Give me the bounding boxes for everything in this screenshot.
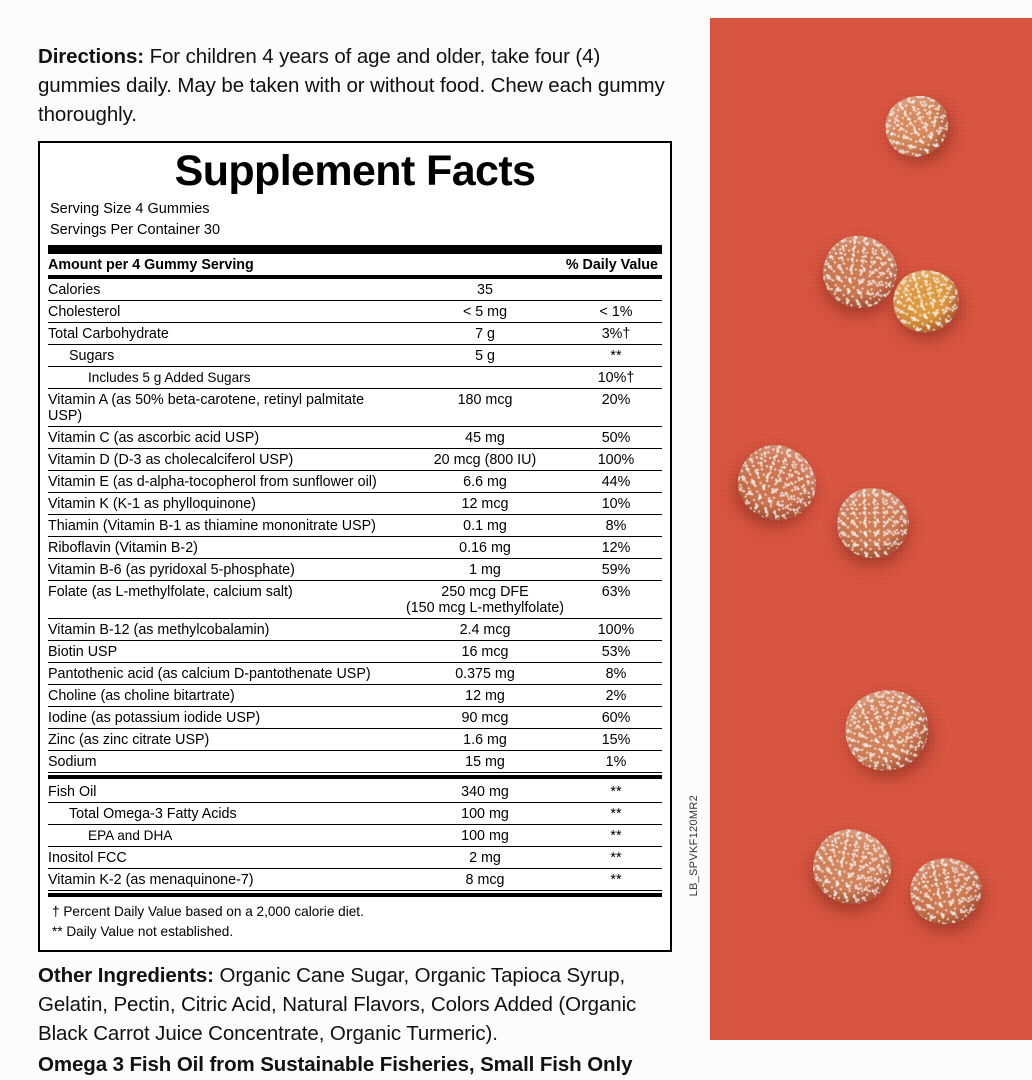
servings-per-container: Servings Per Container 30	[50, 221, 221, 238]
nutrient-amount: 0.375 mg	[400, 663, 570, 685]
nutrient-amount: 90 mcg	[400, 707, 570, 729]
nutrient-name: Thiamin (Vitamin B-1 as thiamine mononitrate USP)	[48, 515, 400, 537]
nutrient-amount: 250 mcg DFE (150 mcg L-methylfolate)	[400, 581, 570, 619]
table-row	[48, 729, 662, 751]
nutrient-amount: 16 mcg	[400, 641, 570, 663]
omega-statement: Omega 3 Fish Oil from Sustainable Fisheries, Small Fish Only	[38, 1053, 633, 1077]
table-row	[48, 301, 662, 323]
nutrient-daily-value: **	[570, 781, 662, 803]
gummy-candy	[806, 823, 898, 912]
table-row	[48, 471, 662, 493]
daily-value-header: % Daily Value	[565, 256, 658, 273]
nutrient-amount: 20 mcg (800 IU)	[400, 449, 570, 471]
nutrient-daily-value: 100%	[570, 619, 662, 641]
table-row	[48, 559, 662, 581]
nutrient-amount: 2 mg	[400, 847, 570, 869]
nutrient-amount: 340 mg	[400, 781, 570, 803]
nutrient-amount: 100 mg	[400, 803, 570, 825]
nutrient-name: Total Omega-3 Fatty Acids	[48, 803, 400, 825]
nutrient-name: Sugars	[48, 345, 400, 367]
nutrient-amount: 1.6 mg	[400, 729, 570, 751]
nutrient-daily-value: **	[570, 825, 662, 847]
table-row	[48, 707, 662, 729]
supplement-facts-panel	[38, 141, 672, 952]
table-row	[48, 449, 662, 471]
table-row	[48, 847, 662, 869]
nutrient-daily-value: 59%	[570, 559, 662, 581]
nutrient-name: Choline (as choline bitartrate)	[48, 685, 400, 707]
nutrient-name: Vitamin K (K-1 as phylloquinone)	[48, 493, 400, 515]
table-row	[48, 367, 662, 389]
table-row	[48, 537, 662, 559]
nutrient-daily-value: 63%	[570, 581, 662, 619]
nutrient-name: Pantothenic acid (as calcium D-pantothenate USP)	[48, 663, 400, 685]
nutrient-daily-value: 10%†	[570, 367, 662, 389]
nutrient-daily-value: 1%	[570, 751, 662, 773]
nutrient-amount: 0.16 mg	[400, 537, 570, 559]
nutrient-name: Calories	[48, 279, 400, 301]
directions-paragraph	[38, 42, 670, 129]
serving-size: Serving Size 4 Gummies	[50, 201, 210, 218]
table-row	[48, 389, 662, 427]
nutrient-name: Inositol FCC	[48, 847, 400, 869]
nutrient-daily-value: 20%	[570, 389, 662, 427]
nutrient-name: Vitamin K-2 (as menaquinone-7)	[48, 869, 400, 891]
nutrient-amount: < 5 mg	[400, 301, 570, 323]
nutrient-amount: 12 mg	[400, 685, 570, 707]
nutrient-name: Includes 5 g Added Sugars	[48, 367, 400, 389]
nutrient-daily-value: 50%	[570, 427, 662, 449]
nutrient-name: Biotin USP	[48, 641, 400, 663]
directions-text: For children 4 years of age and older, take four (4) gummies daily. May be taken with or without food. Chew each gummy thoroughly.	[38, 45, 665, 127]
gummy-candy	[819, 232, 901, 312]
nutrient-name: Sodium	[48, 751, 400, 773]
nutrient-name: Vitamin C (as ascorbic acid USP)	[48, 427, 400, 449]
table-row	[48, 279, 662, 301]
nutrient-name: Folate (as L-methylfolate, calcium salt)	[48, 581, 400, 619]
nutrient-amount: 0.1 mg	[400, 515, 570, 537]
nutrition-table	[48, 254, 662, 897]
footnote-asterisk: ** Daily Value not established.	[52, 924, 234, 940]
nutrient-name: Fish Oil	[48, 781, 400, 803]
table-row	[48, 581, 662, 619]
table-row	[48, 619, 662, 641]
table-row	[48, 345, 662, 367]
divider-thick	[48, 245, 662, 254]
nutrient-daily-value: 100%	[570, 449, 662, 471]
amount-header: Amount per 4 Gummy Serving	[48, 256, 254, 273]
nutrient-daily-value: **	[570, 869, 662, 891]
nutrient-daily-value: < 1%	[570, 301, 662, 323]
nutrient-amount: 6.6 mg	[400, 471, 570, 493]
nutrient-daily-value: 60%	[570, 707, 662, 729]
table-row	[48, 515, 662, 537]
table-row	[48, 685, 662, 707]
nutrient-daily-value	[570, 279, 662, 301]
table-row	[48, 825, 662, 847]
nutrient-name: Vitamin B-6 (as pyridoxal 5-phosphate)	[48, 559, 400, 581]
gummy-candy	[874, 84, 959, 168]
nutrient-daily-value: 3%†	[570, 323, 662, 345]
nutrient-daily-value: 15%	[570, 729, 662, 751]
product-photo	[710, 18, 1032, 1040]
footnote-dagger: † Percent Daily Value based on a 2,000 calorie diet.	[52, 904, 364, 920]
divider-row	[48, 773, 662, 782]
gummy-candy	[832, 676, 942, 784]
nutrient-name: EPA and DHA	[48, 825, 400, 847]
nutrient-daily-value: **	[570, 847, 662, 869]
nutrient-daily-value: **	[570, 345, 662, 367]
nutrient-daily-value: 8%	[570, 663, 662, 685]
nutrient-daily-value: **	[570, 803, 662, 825]
nutrient-amount: 2.4 mcg	[400, 619, 570, 641]
nutrient-amount: 45 mg	[400, 427, 570, 449]
nutrient-daily-value: 53%	[570, 641, 662, 663]
nutrient-amount: 15 mg	[400, 751, 570, 773]
gummy-candy	[727, 434, 826, 531]
nutrient-amount: 100 mg	[400, 825, 570, 847]
table-row	[48, 803, 662, 825]
gummy-candy	[836, 487, 910, 559]
nutrient-amount: 7 g	[400, 323, 570, 345]
nutrient-name: Vitamin B-12 (as methylcobalamin)	[48, 619, 400, 641]
table-row	[48, 663, 662, 685]
gummy-candy	[886, 262, 967, 340]
nutrient-amount	[400, 367, 570, 389]
nutrient-daily-value: 10%	[570, 493, 662, 515]
table-row	[48, 781, 662, 803]
nutrient-daily-value: 2%	[570, 685, 662, 707]
nutrient-amount: 12 mcg	[400, 493, 570, 515]
table-row	[48, 493, 662, 515]
other-ingredients-label: Other Ingredients:	[38, 963, 214, 987]
table-row	[48, 323, 662, 345]
nutrient-daily-value: 44%	[570, 471, 662, 493]
table-row	[48, 869, 662, 891]
nutrient-daily-value: 8%	[570, 515, 662, 537]
table-header-row	[48, 254, 662, 275]
nutrient-amount: 5 g	[400, 345, 570, 367]
nutrient-name: Cholesterol	[48, 301, 400, 323]
nutrient-name: Vitamin E (as d-alpha-tocopherol from sunflower oil)	[48, 471, 400, 493]
nutrient-name: Total Carbohydrate	[48, 323, 400, 345]
nutrient-amount: 1 mg	[400, 559, 570, 581]
nutrient-name: Zinc (as zinc citrate USP)	[48, 729, 400, 751]
nutrient-name: Vitamin D (D-3 as cholecalciferol USP)	[48, 449, 400, 471]
table-row	[48, 427, 662, 449]
nutrient-name: Iodine (as potassium iodide USP)	[48, 707, 400, 729]
supplement-facts-title: Supplement Facts	[174, 147, 536, 196]
nutrient-name: Riboflavin (Vitamin B-2)	[48, 537, 400, 559]
gummy-candy	[904, 852, 987, 931]
nutrient-daily-value: 12%	[570, 537, 662, 559]
nutrient-amount: 180 mcg	[400, 389, 570, 427]
table-row	[48, 751, 662, 773]
nutrient-amount: 8 mcg	[400, 869, 570, 891]
nutrient-amount: 35	[400, 279, 570, 301]
directions-label: Directions:	[38, 45, 144, 68]
side-lot-code: LB_SPVKF120MR2	[688, 795, 700, 897]
other-ingredients-text: Organic Cane Sugar, Organic Tapioca Syrup, Gelatin, Pectin, Citric Acid, Natural Flavors, Colors Added (Organic Black Carrot Juice Concentrate, Organic Turmeric).	[38, 963, 637, 1046]
divider-medium	[48, 773, 662, 782]
table-row	[48, 641, 662, 663]
nutrient-name: Vitamin A (as 50% beta-carotene, retinyl palmitate USP)	[48, 389, 400, 427]
other-ingredients-paragraph	[38, 961, 670, 1048]
footnotes	[48, 897, 662, 943]
